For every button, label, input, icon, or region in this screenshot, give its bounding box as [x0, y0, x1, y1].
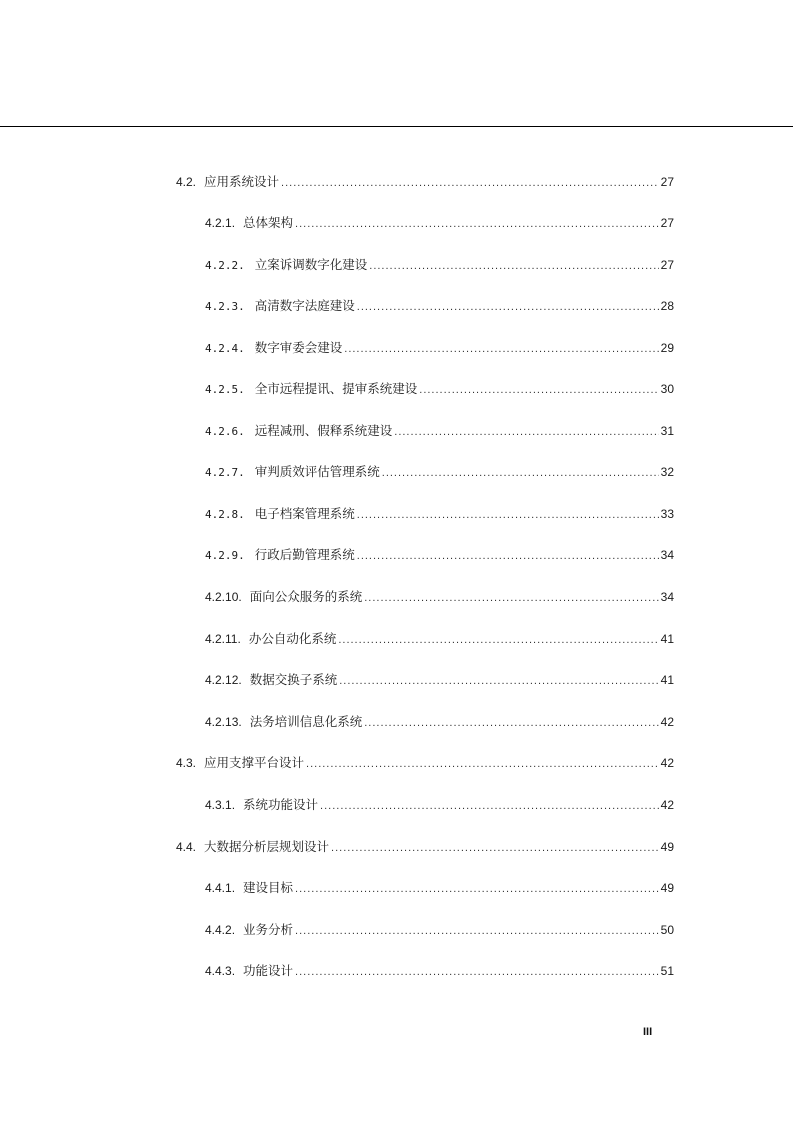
- toc-entry-number: 4.2.10.: [205, 590, 242, 604]
- toc-entry-title: 全市远程提讯、提审系统建设: [254, 381, 418, 396]
- toc-entry-number: 4.2.4.: [205, 342, 245, 355]
- toc-entry-number: 4.2.7.: [205, 466, 245, 479]
- toc-dot-leader: [357, 547, 659, 565]
- toc-dot-leader: [419, 381, 658, 399]
- toc-dot-leader: [394, 423, 658, 441]
- toc-entry[interactable]: [205, 463, 674, 481]
- toc-entry-page: 34: [660, 590, 674, 604]
- toc-entry-page: 32: [660, 465, 674, 479]
- toc-dot-leader: [357, 506, 659, 524]
- toc-entry-page: 42: [660, 798, 674, 812]
- toc-entry-number: 4.3.: [176, 756, 197, 770]
- toc-entry-page: 27: [660, 216, 674, 230]
- toc-entry-number: 4.2.12.: [205, 673, 242, 687]
- toc-entry-title: 数字审委会建设: [254, 340, 343, 355]
- toc-dot-leader: [339, 672, 658, 690]
- toc-entry[interactable]: [205, 214, 674, 232]
- toc-entry-number: 4.3.1.: [205, 798, 236, 812]
- toc-entry-number: 4.4.: [176, 840, 197, 854]
- toc-entry[interactable]: [205, 879, 674, 897]
- toc-entry[interactable]: [205, 256, 674, 274]
- toc-entry-title: 法务培训信息化系统: [249, 714, 363, 729]
- toc-entry[interactable]: [205, 713, 674, 731]
- toc-entry[interactable]: [205, 588, 674, 606]
- toc-entry-page: 41: [660, 673, 674, 687]
- toc-entry-title: 数据交换子系统: [249, 672, 338, 687]
- toc-entry-title: 立案诉调数字化建设: [254, 257, 368, 272]
- toc-entry-page: 27: [660, 258, 674, 272]
- toc-entry[interactable]: [205, 339, 674, 357]
- page-number: III: [643, 1026, 653, 1038]
- toc-entry-page: 49: [660, 881, 674, 895]
- toc-entry-number: 4.2.3.: [205, 300, 245, 313]
- toc-entry-title: 远程减刑、假释系统建设: [254, 423, 393, 438]
- toc-dot-leader: [306, 755, 659, 773]
- toc-entry-page: 49: [660, 840, 674, 854]
- toc-dot-leader: [295, 215, 659, 233]
- toc-dot-leader: [364, 714, 658, 732]
- toc-entry-number: 4.2.11.: [205, 632, 241, 646]
- toc-entry[interactable]: [205, 422, 674, 440]
- toc-dot-leader: [295, 963, 659, 981]
- toc-entry[interactable]: [176, 754, 674, 772]
- toc-dot-leader: [364, 589, 658, 607]
- toc-entry-page: 29: [660, 341, 674, 355]
- toc-entry-page: 31: [660, 424, 674, 438]
- toc-entry-title: 建设目标: [243, 880, 294, 895]
- toc-entry-title: 功能设计: [243, 963, 294, 978]
- toc-entry[interactable]: [205, 505, 674, 523]
- toc-dot-leader: [338, 631, 658, 649]
- toc-entry-number: 4.4.2.: [205, 923, 236, 937]
- toc-entry-number: 4.2.6.: [205, 425, 245, 438]
- toc-dot-leader: [369, 257, 658, 275]
- toc-entry-title: 总体架构: [243, 215, 294, 230]
- toc-dot-leader: [281, 174, 659, 192]
- toc-entry-page: 41: [660, 632, 674, 646]
- toc-entry-number: 4.4.3.: [205, 964, 236, 978]
- toc-entry-page: 33: [660, 507, 674, 521]
- toc-dot-leader: [357, 298, 659, 316]
- toc-entry[interactable]: [205, 921, 674, 939]
- toc-entry-number: 4.2.13.: [205, 715, 242, 729]
- toc-entry[interactable]: [205, 671, 674, 689]
- toc-entry[interactable]: [205, 630, 674, 648]
- toc-entry-page: 42: [660, 756, 674, 770]
- toc-entry[interactable]: [205, 380, 674, 398]
- toc-dot-leader: [295, 922, 659, 940]
- toc-entry-title: 应用系统设计: [204, 174, 280, 189]
- toc-entry-number: 4.2.2.: [205, 259, 245, 272]
- toc-entry[interactable]: [205, 962, 674, 980]
- toc-entry-title: 系统功能设计: [243, 797, 319, 812]
- toc-entry-title: 高清数字法庭建设: [254, 298, 355, 313]
- toc-entry-page: 28: [660, 299, 674, 313]
- toc-entry-number: 4.2.9.: [205, 549, 245, 562]
- toc-entry[interactable]: [205, 546, 674, 564]
- toc-entry[interactable]: [205, 297, 674, 315]
- toc-entry-number: 4.2.8.: [205, 508, 245, 521]
- toc-entry-page: 50: [660, 923, 674, 937]
- toc-dot-leader: [295, 880, 659, 898]
- toc-entry-title: 电子档案管理系统: [254, 506, 355, 521]
- toc-dot-leader: [320, 797, 659, 815]
- toc-entry-title: 应用支撑平台设计: [204, 755, 305, 770]
- toc-entry-page: 27: [660, 175, 674, 189]
- toc-entry-page: 30: [660, 382, 674, 396]
- toc-entry-title: 面向公众服务的系统: [249, 589, 363, 604]
- toc-entry-page: 42: [660, 715, 674, 729]
- toc-entry[interactable]: [176, 173, 674, 191]
- toc-entry-page: 51: [660, 964, 674, 978]
- toc-entry-title: 审判质效评估管理系统: [254, 464, 380, 479]
- toc-entry-title: 办公自动化系统: [248, 631, 337, 646]
- toc-entry-number: 4.4.1.: [205, 881, 236, 895]
- toc-dot-leader: [382, 464, 659, 482]
- toc-entry[interactable]: [176, 838, 674, 856]
- toc-entry-title: 业务分析: [243, 922, 294, 937]
- toc-dot-leader: [344, 340, 658, 358]
- toc-dot-leader: [331, 839, 659, 857]
- toc-entry-title: 行政后勤管理系统: [254, 547, 355, 562]
- toc-entry-page: 34: [660, 548, 674, 562]
- toc-entry-number: 4.2.1.: [205, 216, 236, 230]
- toc-entry-number: 4.2.5.: [205, 383, 245, 396]
- toc-entry-title: 大数据分析层规划设计: [204, 839, 330, 854]
- toc-entry-number: 4.2.: [176, 175, 197, 189]
- toc-entry[interactable]: [205, 796, 674, 814]
